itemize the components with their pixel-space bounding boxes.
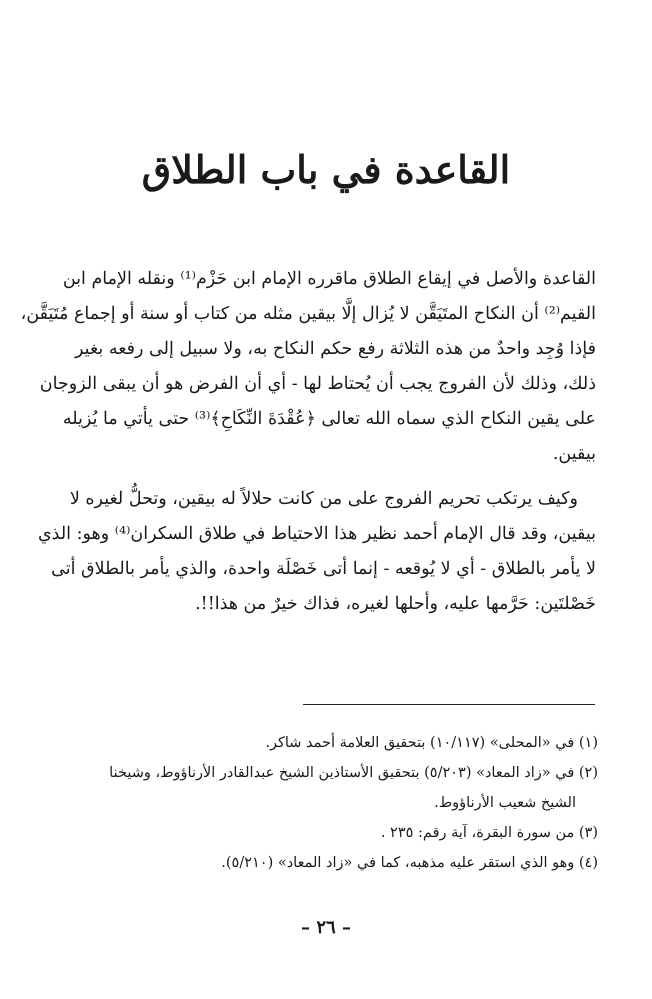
paragraph-line: القيم⁽²⁾ أن النكاح المتَيَقَّن لا يُزال إلَّا بيقين مثله من كتاب أو سنة أو إجماع مُتَيَقَّن، [20,304,596,324]
paragraph-line: ذلك، وذلك لأن الفروج يجب أن يُحتاط لها - أي أن الفرض هو أن يبقى الزوجان [39,374,596,394]
footnote: (١) في «المحلى» (١٠/١١٧) بتحقيق العلامة أحمد شاكر. [265,735,598,751]
paragraph-line: خَصْلتَين: حَرَّمها عليه، وأحلها لغيره، فذاك خيرٌ من هذا!!. [195,594,596,614]
paragraph-line: على يقين النكاح الذي سماه الله تعالى ﴿عُقْدَةَ النِّكَاحِ﴾⁽³⁾ حتى يأتي ما يُزيله [62,409,596,429]
page-number: – ٢٦ – [301,917,351,938]
footnote: (٢) في «زاد المعاد» (٥/٢٠٣) بتحقيق الأستاذين الشيخ عبدالقادر الأرناؤوط، وشيخنا [109,765,598,781]
chapter-title: القاعدة في باب الطلاق [141,147,511,192]
paragraph-line: القاعدة والأصل في إيقاع الطلاق ماقرره الإمام ابن حَزْم⁽¹⁾ ونقله الإمام ابن [62,269,596,289]
footnote: (٤) وهو الذي استقر عليه مذهبه، كما في «زاد المعاد» (٥/٢١٠). [221,855,598,871]
paragraph-line: فإذا وُجِد واحدٌ من هذه الثلاثة رفع حكم النكاح به، ولا سبيل إلى رفعه بغير [75,339,596,359]
footnote-continuation: الشيخ شعيب الأرناؤوط. [434,795,576,811]
footnotes [54,728,598,878]
footnote-divider [303,704,595,705]
paragraph-line: بيقين. [552,444,596,464]
paragraph-1 [20,262,596,472]
paragraph-line: بيقين، وقد قال الإمام أحمد نظير هذا الاحتياط في طلاق السكران⁽⁴⁾ وهو: الذي [37,524,596,544]
paragraph-line: وكيف يرتكب تحريم الفروج على من كانت حلالاً له بيقين، وتحلُّ لغيره لا [69,489,578,509]
paragraph-line: لا يأمر بالطلاق - أي لا يُوقعه - إنما أتى خَصْلَة واحدة، والذي يأمر بالطلاق أتى [51,559,596,579]
footnote: (٣) من سورة البقرة، آية رقم: ٢٣٥ . [380,825,598,841]
paragraph-2 [37,482,596,622]
